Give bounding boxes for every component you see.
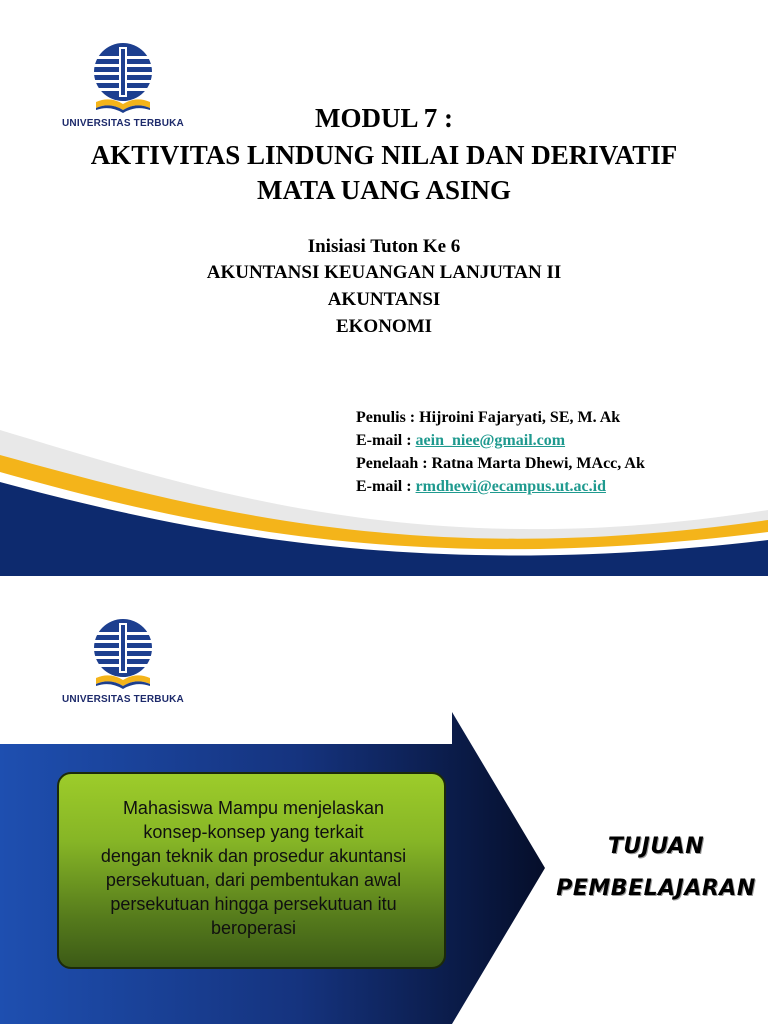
objective-line: konsep-konsep yang terkait: [143, 822, 364, 842]
subtitle-program: AKUNTANSI: [327, 289, 441, 310]
ut-emblem-icon: [88, 618, 158, 694]
reviewer-email-line: [356, 478, 606, 496]
logo-text: UNIVERSITAS TERBUKA: [62, 118, 184, 129]
module-title-line-3: MATA UANG ASING: [256, 175, 512, 205]
heading-tujuan: TUJUAN: [607, 834, 705, 859]
objective-line: persekutuan hingga persekutuan itu: [110, 894, 397, 914]
objective-line: dengan teknik dan prosedur akuntansi: [100, 846, 407, 866]
reviewer-line: Penelaah : Ratna Marta Dhewi, MAcc, Ak: [356, 455, 645, 472]
module-title-line-2: AKTIVITAS LINDUNG NILAI DAN DERIVATIF: [90, 140, 678, 170]
author-email-label: E-mail :: [356, 432, 416, 449]
slide-objectives: [0, 576, 768, 1024]
subtitle-faculty: EKONOMI: [335, 316, 433, 337]
logo-text: UNIVERSITAS TERBUKA: [62, 694, 184, 705]
author-line: Penulis : Hijroini Fajaryati, SE, M. Ak: [356, 409, 621, 426]
heading-pembelajaran: PEMBELAJARAN: [556, 876, 756, 901]
reviewer-email-label: E-mail :: [356, 478, 416, 495]
university-logo: [58, 618, 188, 708]
subtitle-tuton: Inisiasi Tuton Ke 6: [307, 236, 461, 257]
author-email-line: [356, 432, 565, 450]
objective-text: [59, 796, 448, 940]
objective-line: persekutuan, dari pembentukan awal: [105, 870, 402, 890]
objective-line: beroperasi: [210, 918, 297, 938]
subtitle-course: AKUNTANSI KEUANGAN LANJUTAN II: [206, 262, 562, 283]
module-title: MODUL 7 :: [315, 103, 453, 133]
reviewer-email-link[interactable]: rmdhewi@ecampus.ut.ac.id: [415, 478, 606, 495]
author-email-link[interactable]: aein_niee@gmail.com: [415, 432, 566, 449]
objective-box: [57, 772, 446, 969]
objective-line: Mahasiswa Mampu menjelaskan: [122, 798, 385, 818]
